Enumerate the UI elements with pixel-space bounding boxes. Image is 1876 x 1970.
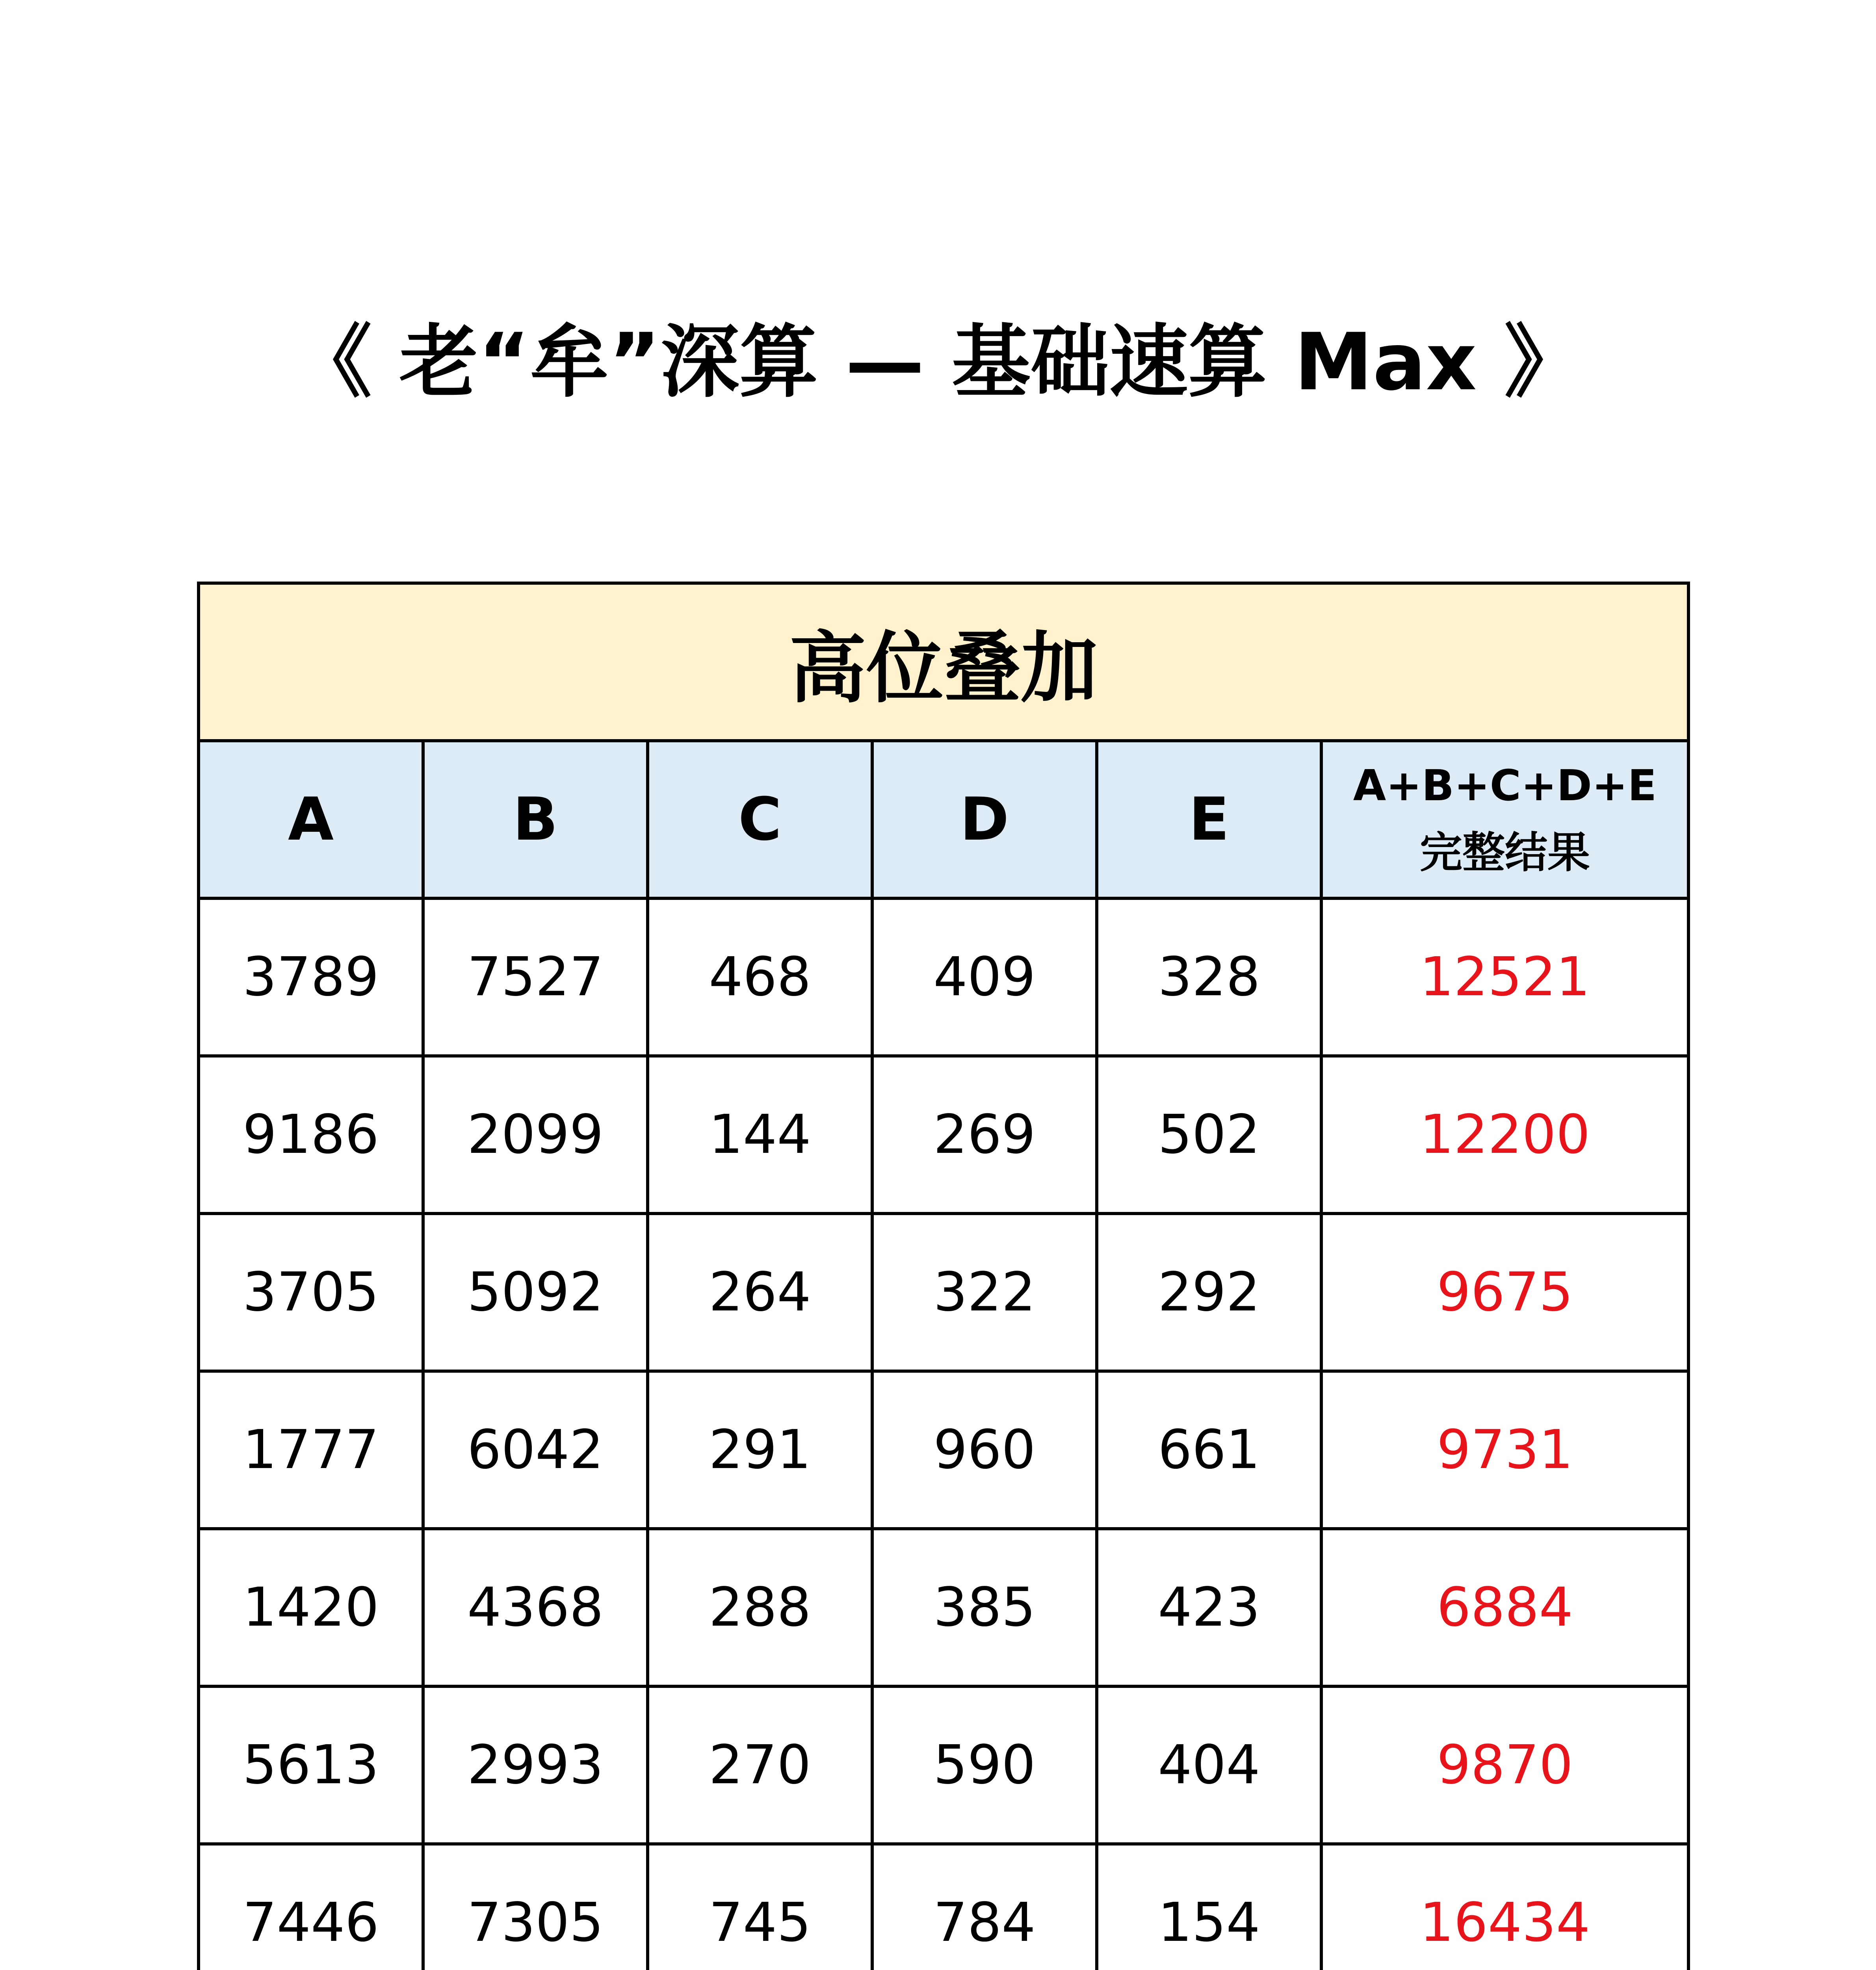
- value-cell-a: 3705: [199, 1214, 423, 1371]
- value-cell-d: 269: [872, 1056, 1097, 1214]
- value-cell-a: 3789: [199, 898, 423, 1056]
- header-result: [1321, 741, 1688, 898]
- value-cell-c: 468: [648, 898, 872, 1056]
- table-row: [199, 1056, 1688, 1214]
- result-cell: 9675: [1321, 1214, 1688, 1371]
- page-title: 《 老“牟”深算 — 基础速算 Max 》: [293, 316, 1583, 408]
- value-cell-b: 4368: [423, 1529, 648, 1686]
- result-cell: 16434: [1321, 1844, 1688, 1970]
- value-cell-d: 590: [872, 1686, 1097, 1844]
- value-cell-e: 154: [1097, 1844, 1321, 1970]
- header-c: C: [648, 741, 872, 898]
- value-cell-e: 404: [1097, 1686, 1321, 1844]
- table-row: [199, 1214, 1688, 1371]
- value-cell-d: 960: [872, 1371, 1097, 1529]
- table-banner: 高位叠加: [199, 583, 1688, 741]
- header-row: [199, 741, 1688, 898]
- value-cell-b: 5092: [423, 1214, 648, 1371]
- value-cell-c: 288: [648, 1529, 872, 1686]
- value-cell-e: 502: [1097, 1056, 1321, 1214]
- result-cell: 9870: [1321, 1686, 1688, 1844]
- value-cell-c: 291: [648, 1371, 872, 1529]
- value-cell-e: 328: [1097, 898, 1321, 1056]
- value-cell-a: 9186: [199, 1056, 423, 1214]
- value-cell-c: 270: [648, 1686, 872, 1844]
- value-cell-a: 7446: [199, 1844, 423, 1970]
- value-cell-a: 1420: [199, 1529, 423, 1686]
- value-cell-d: 784: [872, 1844, 1097, 1970]
- result-cell: 9731: [1321, 1371, 1688, 1529]
- value-cell-b: 2099: [423, 1056, 648, 1214]
- value-cell-a: 5613: [199, 1686, 423, 1844]
- result-cell: 12521: [1321, 898, 1688, 1056]
- header-result-line2: 完整结果: [1420, 828, 1590, 877]
- value-cell-b: 7527: [423, 898, 648, 1056]
- header-a: A: [199, 741, 423, 898]
- table-row: [199, 898, 1688, 1056]
- value-cell-b: 6042: [423, 1371, 648, 1529]
- table-row: [199, 1529, 1688, 1686]
- header-result-line1: A+B+C+D+E: [1353, 761, 1657, 810]
- value-cell-e: 292: [1097, 1214, 1321, 1371]
- value-cell-c: 264: [648, 1214, 872, 1371]
- header-b: B: [423, 741, 648, 898]
- header-e: E: [1097, 741, 1321, 898]
- table-body: [199, 898, 1688, 1970]
- value-cell-c: 745: [648, 1844, 872, 1970]
- value-cell-d: 409: [872, 898, 1097, 1056]
- value-cell-e: 661: [1097, 1371, 1321, 1529]
- table-row: [199, 1844, 1688, 1970]
- value-cell-e: 423: [1097, 1529, 1321, 1686]
- banner-row: [199, 583, 1688, 741]
- value-cell-d: 322: [872, 1214, 1097, 1371]
- table-row: [199, 1371, 1688, 1529]
- result-cell: 6884: [1321, 1529, 1688, 1686]
- value-cell-a: 1777: [199, 1371, 423, 1529]
- value-cell-d: 385: [872, 1529, 1097, 1686]
- value-cell-b: 7305: [423, 1844, 648, 1970]
- header-d: D: [872, 741, 1097, 898]
- value-cell-b: 2993: [423, 1686, 648, 1844]
- result-cell: 12200: [1321, 1056, 1688, 1214]
- value-cell-c: 144: [648, 1056, 872, 1214]
- practice-table: [197, 582, 1690, 1970]
- table-row: [199, 1686, 1688, 1844]
